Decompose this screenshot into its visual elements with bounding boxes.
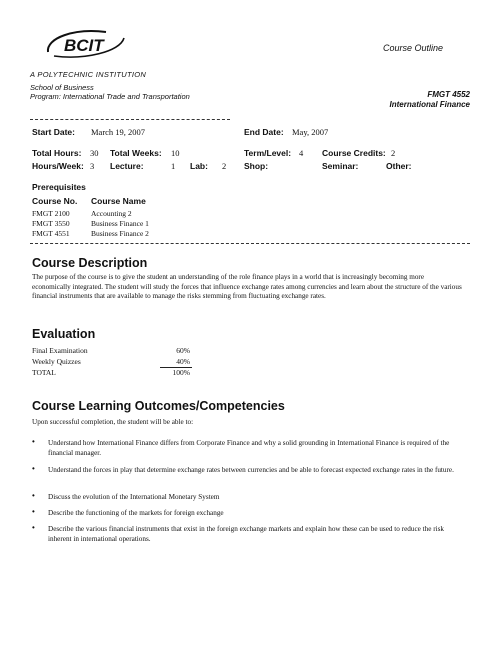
course-code: FMGT 4552: [427, 90, 470, 99]
course-name-header: Course Name: [91, 196, 146, 206]
prerequisites-heading: Prerequisites: [32, 182, 86, 192]
term-level-label: Term/Level:: [244, 148, 292, 158]
start-date-label: Start Date:: [32, 127, 75, 137]
prereq-row-3-name: Business Finance 2: [91, 229, 149, 238]
institution-tagline: A POLYTECHNIC INSTITUTION: [30, 70, 147, 79]
course-title: International Finance: [389, 100, 470, 109]
outcome-item-5: Describe the various financial instruments that exist in the foreign exchange markets and explain how these can be used to reduce the risk inherent in international operations.: [48, 525, 444, 543]
lecture-value: 1: [171, 161, 176, 171]
bullet-icon: •: [32, 437, 35, 446]
school-name: School of Business: [30, 83, 94, 92]
shop-label: Shop:: [244, 161, 269, 171]
bullet-icon: •: [32, 464, 35, 473]
prereq-row-2-name: Business Finance 1: [91, 219, 149, 228]
eval-row-3-pct: 100%: [172, 368, 190, 377]
eval-row-3-item: TOTAL: [32, 368, 56, 377]
outcomes-intro: Upon successful completion, the student will be able to:: [32, 418, 194, 426]
prereq-row-3-no: FMGT 4551: [32, 229, 70, 238]
end-date-label: End Date:: [244, 127, 284, 137]
hours-week-label: Hours/Week:: [32, 161, 84, 171]
course-credits-label: Course Credits:: [322, 148, 386, 158]
term-level-value: 4: [299, 148, 304, 158]
course-description-heading: Course Description: [32, 256, 148, 270]
lecture-label: Lecture:: [110, 161, 144, 171]
bullet-icon: •: [32, 523, 35, 532]
outcome-item-1: Understand how International Finance differs from Corporate Finance and why a solid grounding in International Finance is required of the financial manager.: [48, 439, 450, 457]
outcome-item-4: Describe the functioning of the markets for foreign exchange: [48, 509, 224, 517]
prereq-row-1-no: FMGT 2100: [32, 209, 70, 218]
outcome-item-3: Discuss the evolution of the International Monetary System: [48, 493, 220, 501]
hours-week-value: 3: [90, 161, 95, 171]
eval-row-2-item: Weekly Quizzes: [32, 357, 81, 366]
total-hours-label: Total Hours:: [32, 148, 82, 158]
eval-row-1-item: Final Examination: [32, 346, 88, 355]
total-hours-value: 30: [90, 148, 99, 158]
outcomes-heading: Course Learning Outcomes/Competencies: [32, 399, 285, 413]
other-label: Other:: [386, 161, 412, 171]
course-no-header: Course No.: [32, 196, 78, 206]
bullet-icon: •: [32, 491, 35, 500]
lab-value: 2: [222, 161, 227, 171]
start-date-value: March 19, 2007: [91, 127, 146, 137]
evaluation-heading: Evaluation: [32, 327, 96, 341]
prereq-row-1-name: Accounting 2: [91, 209, 132, 218]
header-divider: [30, 119, 230, 120]
bullet-icon: •: [32, 507, 35, 516]
logo-text: BCIT: [64, 36, 104, 55]
seminar-label: Seminar:: [322, 161, 359, 171]
bcit-logo: [44, 26, 128, 62]
eval-row-1-pct: 60%: [176, 346, 190, 355]
end-date-value: May, 2007: [292, 127, 329, 137]
document-type: Course Outline: [383, 43, 444, 53]
course-credits-value: 2: [391, 148, 396, 158]
prereq-divider: [30, 243, 470, 244]
program-name: Program: International Trade and Transportation: [30, 92, 190, 101]
total-weeks-value: 10: [171, 148, 180, 158]
outcome-item-2: Understand the forces in play that determine exchange rates between currencies and be able to forecast expected exchange rates in the future.: [48, 466, 454, 474]
course-description-text: The purpose of the course is to give the student an understanding of the role finance plays in a world that is increasingly becoming more economically integrated. The student will study the forces that influence exchange rates among currencies and learn about the structure of the various financial instruments that are available to manage the risks stemming from fluctuating exchange rates.: [32, 273, 462, 301]
lab-label: Lab:: [190, 161, 208, 171]
total-weeks-label: Total Weeks:: [110, 148, 162, 158]
eval-row-2-pct: 40%: [176, 357, 190, 366]
prereq-row-2-no: FMGT 3550: [32, 219, 70, 228]
